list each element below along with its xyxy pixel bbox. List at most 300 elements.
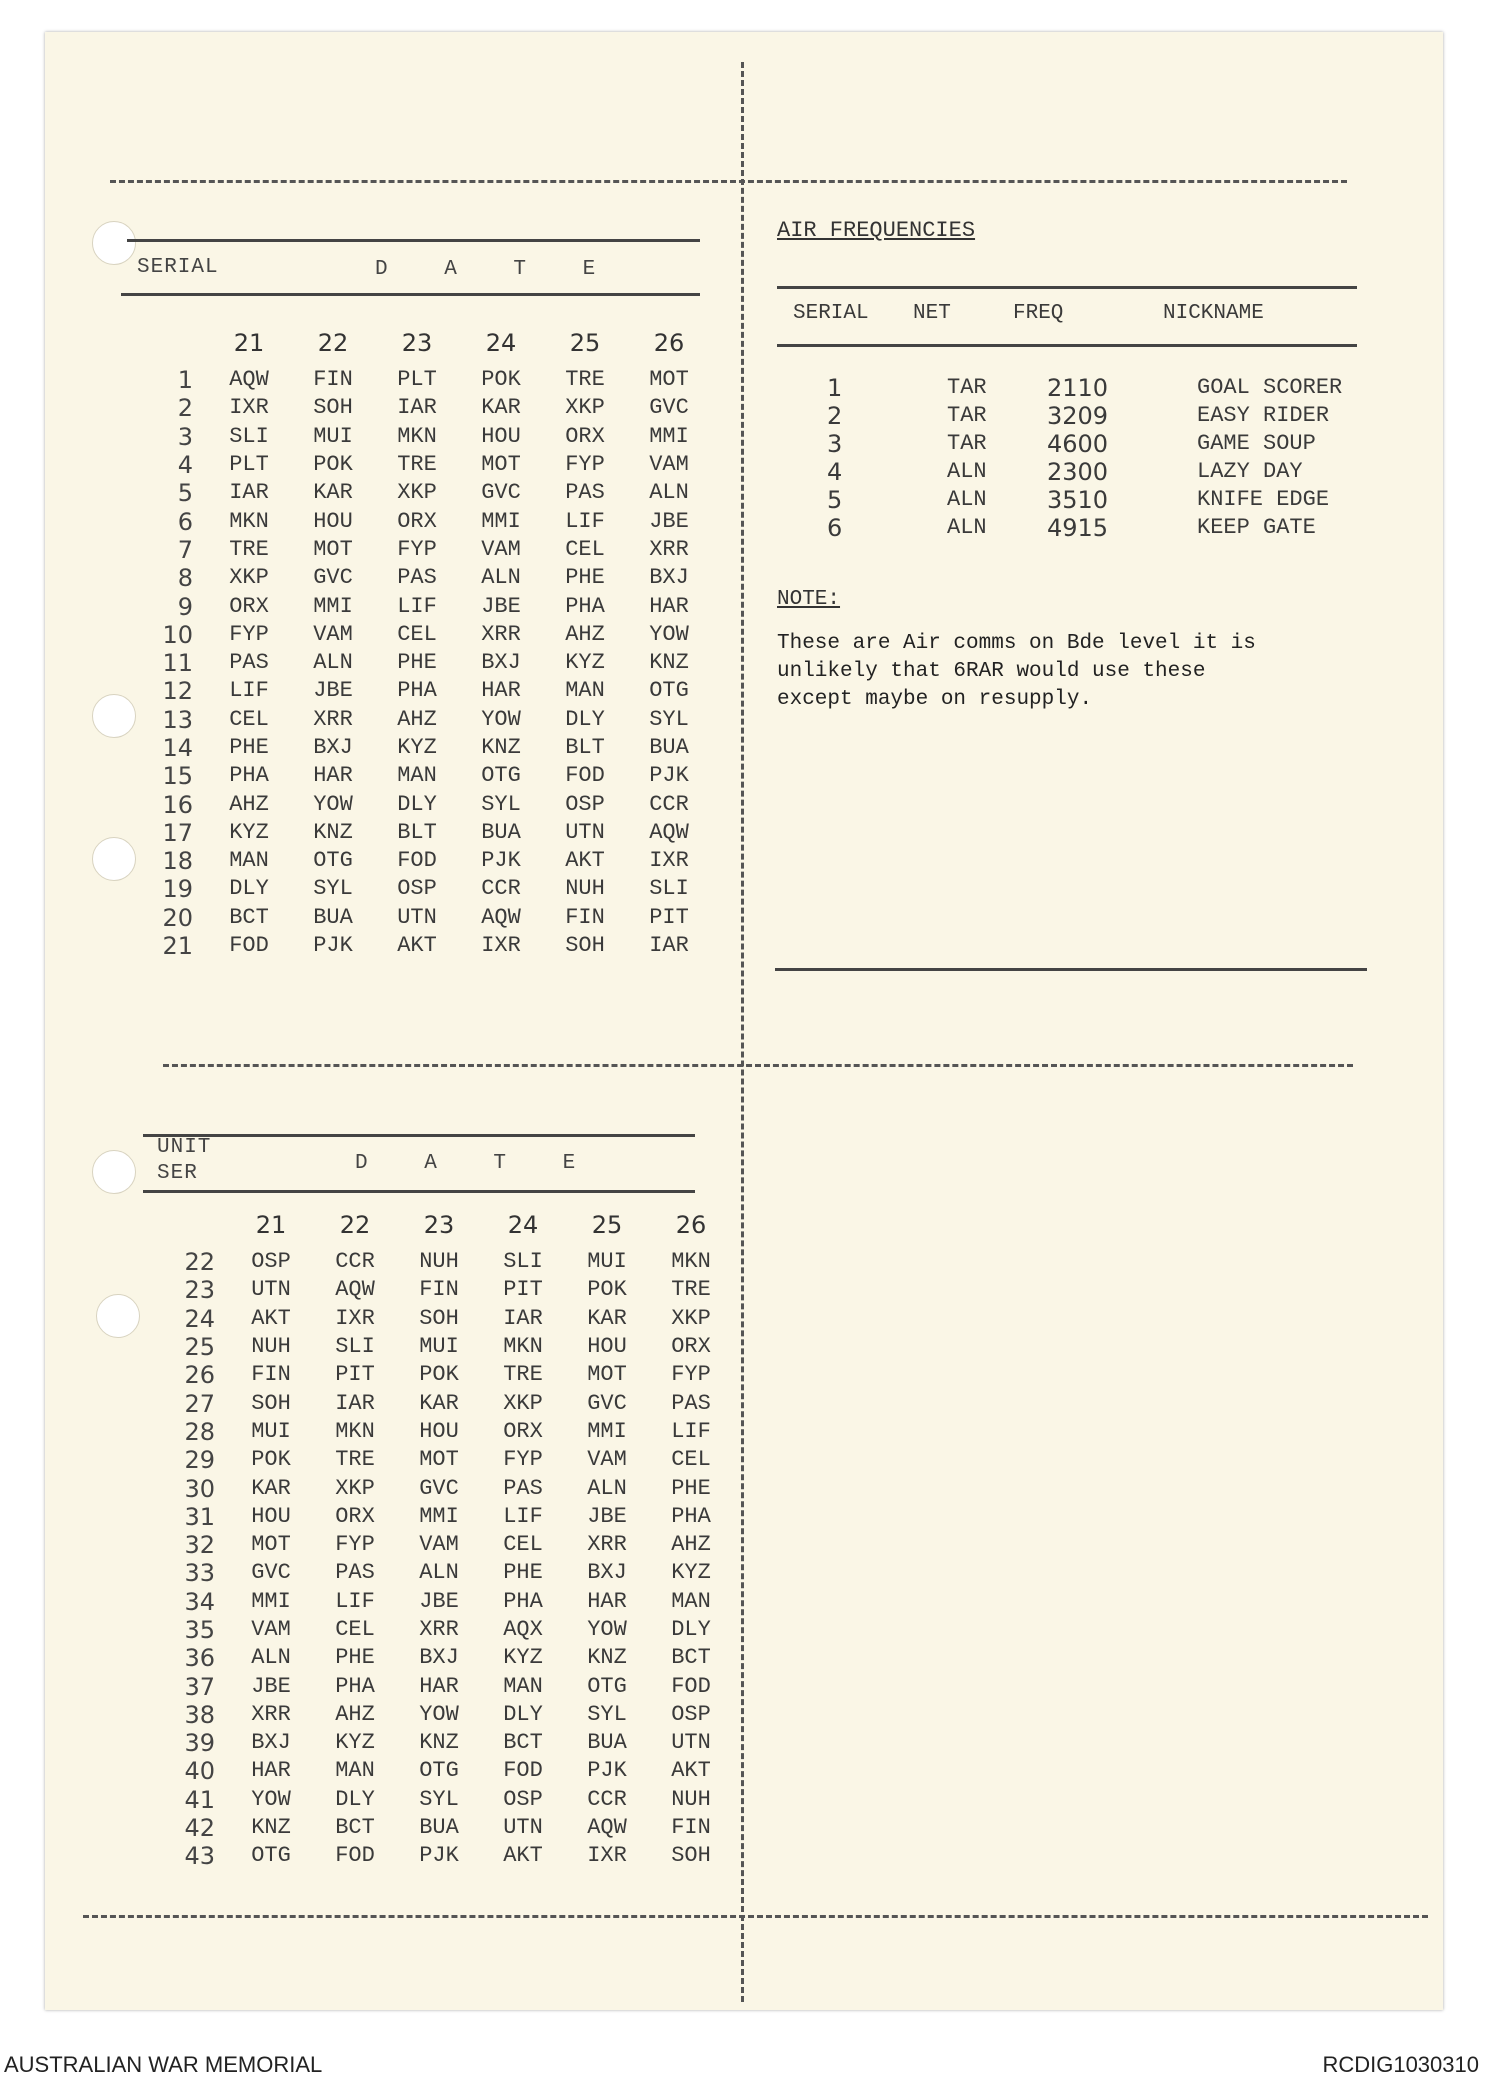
code-cell: BXJ	[419, 1645, 459, 1671]
code-cell: PIT	[335, 1362, 375, 1388]
code-cell: HAR	[419, 1673, 459, 1699]
air-frequency-row	[777, 402, 1357, 430]
code-cell: HAR	[649, 593, 689, 619]
ser-header: SER	[157, 1162, 198, 1185]
code-cell: YOW	[313, 791, 353, 817]
code-cell: KYZ	[503, 1645, 543, 1671]
code-cell: UTN	[671, 1730, 711, 1756]
serial-number: 41	[184, 1785, 215, 1814]
code-cell: XKP	[229, 565, 269, 591]
air-section-end-rule	[775, 968, 1367, 971]
table-row	[155, 1418, 733, 1446]
air-freq: 2300	[1047, 458, 1109, 486]
serial-number: 5	[177, 479, 193, 508]
code-cell: DLY	[503, 1701, 543, 1727]
code-cell: HAR	[481, 678, 521, 704]
code-cell: KAR	[481, 395, 521, 421]
table-row	[155, 1361, 733, 1389]
footer-right-id: RCDIG1030310	[1322, 2052, 1479, 2077]
code-cell: ORX	[503, 1418, 543, 1444]
code-cell: FIN	[313, 367, 353, 393]
code-cell: SLI	[649, 876, 689, 902]
table-row	[155, 1333, 733, 1361]
air-freq: 3209	[1047, 402, 1109, 430]
punch-hole	[92, 1150, 136, 1194]
air-table-rule	[777, 344, 1357, 347]
code-cell: KNZ	[587, 1645, 627, 1671]
code-cell: AHZ	[229, 791, 269, 817]
top-table-rule	[121, 293, 700, 296]
code-cell: ALN	[313, 650, 353, 676]
air-serial: 1	[827, 374, 843, 402]
serial-number: 16	[162, 790, 193, 819]
table-row	[133, 507, 711, 535]
code-cell: PHE	[565, 565, 605, 591]
code-cell: FYP	[671, 1362, 711, 1388]
code-cell: VAM	[419, 1532, 459, 1558]
table-row	[133, 932, 711, 960]
code-cell: AQX	[503, 1617, 543, 1642]
code-cell: POK	[419, 1362, 459, 1388]
code-cell: PHE	[335, 1645, 375, 1671]
code-cell: YOW	[587, 1617, 627, 1642]
code-cell: CEL	[671, 1447, 711, 1473]
serial-number: 8	[177, 564, 193, 593]
code-cell: IAR	[229, 480, 269, 506]
serial-number: 24	[184, 1304, 215, 1333]
punch-hole	[92, 837, 136, 881]
code-cell: GVC	[313, 565, 353, 591]
code-cell: YOW	[649, 621, 689, 647]
table-row	[133, 904, 711, 932]
code-cell: NUH	[251, 1334, 291, 1360]
code-cell: CCR	[335, 1249, 375, 1275]
middle-divider	[163, 1064, 1353, 1067]
top-table-rule	[127, 239, 700, 242]
table-row	[133, 847, 711, 875]
date-column-header: 24	[485, 329, 517, 357]
code-cell: IXR	[587, 1843, 627, 1869]
code-cell: POK	[587, 1277, 627, 1303]
table-row	[133, 819, 711, 847]
table-row	[133, 564, 711, 592]
code-cell: AKT	[565, 848, 605, 874]
code-cell: IAR	[397, 395, 437, 421]
code-cell: GVC	[419, 1475, 459, 1501]
serial-number: 40	[184, 1757, 215, 1786]
serial-number: 1	[177, 366, 193, 395]
serial-number: 35	[184, 1616, 215, 1644]
code-cell: LIF	[335, 1588, 375, 1614]
code-cell: MMI	[587, 1418, 627, 1444]
table-row	[133, 536, 711, 564]
code-cell: ALN	[649, 480, 689, 506]
date-column-header: 21	[233, 329, 265, 357]
date-column-header: 23	[423, 1211, 455, 1239]
code-cell: GVC	[481, 480, 521, 506]
code-cell: AQW	[229, 367, 269, 393]
table-row	[155, 1701, 733, 1729]
note-text	[777, 630, 1256, 714]
code-cell: BCT	[671, 1645, 711, 1671]
table-row	[133, 734, 711, 762]
code-cell: MMI	[481, 508, 521, 534]
code-cell: IXR	[649, 848, 689, 874]
code-cell: UTN	[565, 819, 605, 845]
code-cell: SLI	[335, 1334, 375, 1360]
code-cell: MOT	[313, 536, 353, 562]
code-cell: XRR	[481, 621, 521, 647]
code-cell: MUI	[419, 1334, 459, 1360]
table-row	[133, 706, 711, 734]
code-cell: SOH	[419, 1305, 459, 1331]
table-row	[155, 1757, 733, 1785]
bottom-code-table	[155, 1202, 733, 1871]
table-row	[133, 479, 711, 507]
table-row	[155, 1842, 733, 1870]
table-row	[133, 394, 711, 422]
air-frequency-row	[777, 430, 1357, 458]
code-cell: XKP	[397, 480, 437, 506]
code-cell: SOH	[251, 1390, 291, 1416]
code-cell: SOH	[671, 1843, 711, 1869]
serial-number: 15	[162, 762, 193, 791]
code-cell: BXJ	[251, 1730, 291, 1756]
code-cell: FYP	[229, 621, 269, 647]
code-cell: KYZ	[335, 1730, 375, 1756]
code-cell: HOU	[587, 1334, 627, 1360]
code-cell: FOD	[671, 1673, 711, 1699]
code-cell: VAM	[587, 1447, 627, 1473]
code-cell: CEL	[397, 621, 437, 647]
code-cell: ALN	[251, 1645, 291, 1671]
serial-number: 27	[184, 1389, 215, 1418]
code-cell: OSP	[565, 791, 605, 817]
code-cell: PHA	[397, 678, 437, 704]
code-cell: BCT	[335, 1815, 375, 1841]
code-cell: PAS	[671, 1390, 711, 1416]
serial-number: 21	[162, 932, 193, 961]
bottom-date-row	[155, 1202, 733, 1248]
code-cell: XKP	[335, 1475, 375, 1501]
code-cell: OSP	[503, 1786, 543, 1812]
code-cell: IAR	[649, 933, 689, 959]
code-cell: OTG	[649, 678, 689, 704]
code-cell: MOT	[419, 1447, 459, 1473]
air-freq: 2110	[1047, 374, 1109, 402]
code-cell: IXR	[481, 933, 521, 959]
air-nickname: KNIFE EDGE	[1197, 487, 1330, 512]
serial-number: 7	[177, 535, 193, 564]
code-cell: AHZ	[565, 621, 605, 647]
air-freq-header: FREQ	[1013, 302, 1064, 325]
code-cell: PHA	[229, 763, 269, 789]
table-row	[155, 1814, 733, 1842]
serial-number: 10	[162, 620, 193, 649]
code-cell: SYL	[313, 876, 353, 902]
code-cell: SLI	[229, 423, 269, 449]
top-date-row	[133, 320, 711, 366]
code-cell: OSP	[397, 876, 437, 902]
serial-number: 13	[162, 705, 193, 734]
code-cell: GVC	[587, 1390, 627, 1416]
code-cell: BUA	[587, 1730, 627, 1756]
code-cell: VAM	[313, 621, 353, 647]
code-cell: PJK	[587, 1758, 627, 1784]
code-cell: MAN	[229, 848, 269, 874]
code-cell: UTN	[503, 1815, 543, 1841]
code-cell: ORX	[397, 508, 437, 534]
code-cell: KNZ	[481, 735, 521, 760]
code-cell: TRE	[565, 367, 605, 393]
serial-number: 18	[162, 847, 193, 876]
punch-hole	[92, 221, 136, 265]
code-cell: YOW	[251, 1786, 291, 1812]
code-cell: BLT	[397, 819, 437, 845]
air-serial: 4	[827, 458, 843, 486]
code-cell: FOD	[229, 933, 269, 959]
table-row	[133, 649, 711, 677]
air-serial: 6	[827, 514, 843, 542]
serial-number: 20	[162, 903, 193, 932]
code-cell: LIF	[671, 1418, 711, 1444]
air-nickname: GAME SOUP	[1197, 431, 1316, 456]
code-cell: PHE	[671, 1475, 711, 1501]
code-cell: IXR	[335, 1305, 375, 1331]
code-cell: PAS	[565, 480, 605, 506]
code-cell: FIN	[251, 1362, 291, 1388]
code-cell: XRR	[251, 1701, 291, 1727]
code-cell: IXR	[229, 395, 269, 421]
code-cell: JBE	[313, 678, 353, 704]
code-cell: PHA	[335, 1673, 375, 1699]
code-cell: PLT	[397, 367, 437, 393]
serial-number: 26	[184, 1361, 215, 1390]
code-cell: BUA	[481, 819, 521, 845]
code-cell: PAS	[503, 1475, 543, 1501]
code-cell: MUI	[251, 1418, 291, 1444]
air-net: TAR	[947, 431, 987, 456]
code-cell: PAS	[335, 1560, 375, 1586]
top-date-header: D A T E	[375, 258, 618, 281]
date-column-header: 23	[401, 329, 433, 357]
table-row	[155, 1672, 733, 1700]
code-cell: HOU	[419, 1418, 459, 1444]
code-cell: SYL	[481, 791, 521, 817]
code-cell: MKN	[503, 1334, 543, 1360]
serial-number: 43	[184, 1842, 215, 1871]
serial-number: 6	[177, 507, 193, 536]
code-cell: LIF	[565, 508, 605, 534]
code-cell: BXJ	[481, 650, 521, 676]
code-cell: DLY	[565, 706, 605, 732]
air-freq: 3510	[1047, 486, 1109, 514]
serial-number: 33	[184, 1559, 215, 1588]
code-cell: MKN	[335, 1418, 375, 1444]
code-cell: ORX	[229, 593, 269, 619]
code-cell: TRE	[503, 1362, 543, 1388]
code-cell: CCR	[649, 791, 689, 817]
code-cell: ALN	[587, 1475, 627, 1501]
note-label: NOTE:	[777, 588, 841, 611]
table-row	[155, 1616, 733, 1644]
code-cell: GVC	[649, 395, 689, 421]
code-cell: MAN	[503, 1673, 543, 1699]
air-serial: 2	[827, 402, 843, 430]
code-cell: KNZ	[419, 1730, 459, 1756]
air-table-header-row	[777, 300, 1357, 328]
code-cell: GVC	[251, 1560, 291, 1586]
code-cell: KNZ	[251, 1815, 291, 1841]
code-cell: DLY	[671, 1617, 711, 1642]
code-cell: ORX	[671, 1334, 711, 1360]
code-cell: SOH	[313, 395, 353, 421]
table-row	[133, 592, 711, 620]
air-serial-header: SERIAL	[793, 302, 869, 325]
air-frequencies-rows	[777, 374, 1357, 542]
air-net: ALN	[947, 487, 987, 512]
serial-number: 14	[162, 734, 193, 762]
date-column-header: 22	[317, 329, 349, 357]
table-row	[155, 1786, 733, 1814]
date-column-header: 24	[507, 1211, 539, 1239]
table-row	[133, 677, 711, 705]
top-serial-header: SERIAL	[137, 256, 219, 279]
code-cell: KAR	[419, 1390, 459, 1416]
table-row	[133, 621, 711, 649]
footer-left-credit: AUSTRALIAN WAR MEMORIAL	[4, 2052, 323, 2077]
code-cell: FOD	[565, 763, 605, 789]
air-freq: 4915	[1047, 514, 1109, 542]
date-column-header: 22	[339, 1211, 371, 1239]
code-cell: XRR	[313, 706, 353, 732]
air-net: ALN	[947, 459, 987, 484]
code-cell: PAS	[397, 565, 437, 591]
date-column-header: 26	[653, 329, 685, 357]
code-cell: PJK	[419, 1843, 459, 1869]
code-cell: DLY	[229, 876, 269, 902]
code-cell: KNZ	[313, 819, 353, 845]
table-row	[133, 423, 711, 451]
air-net: ALN	[947, 515, 987, 540]
code-cell: MAN	[397, 763, 437, 789]
code-cell: BUA	[649, 735, 689, 760]
air-nickname: GOAL SCORER	[1197, 375, 1343, 400]
code-cell: HOU	[313, 508, 353, 534]
serial-number: 23	[184, 1276, 215, 1305]
table-row	[133, 451, 711, 479]
air-frequency-row	[777, 514, 1357, 542]
serial-number: 3	[177, 422, 193, 451]
code-cell: MMI	[313, 593, 353, 619]
serial-number: 34	[184, 1587, 215, 1616]
code-cell: BUA	[313, 904, 353, 930]
air-serial: 5	[827, 486, 843, 514]
code-cell: PHA	[565, 593, 605, 619]
table-row	[155, 1474, 733, 1502]
bottom-table-rule	[143, 1190, 695, 1193]
code-cell: KYZ	[671, 1560, 711, 1586]
code-cell: PHE	[397, 650, 437, 676]
code-cell: KYZ	[229, 819, 269, 845]
code-cell: AHZ	[335, 1701, 375, 1727]
code-cell: LIF	[229, 678, 269, 704]
table-row	[155, 1729, 733, 1757]
code-cell: XRR	[649, 536, 689, 562]
code-cell: JBE	[649, 508, 689, 534]
code-cell: XKP	[671, 1305, 711, 1331]
code-cell: SYL	[649, 706, 689, 732]
code-cell: AKT	[503, 1843, 543, 1869]
code-cell: NUH	[565, 876, 605, 902]
unit-header: UNIT	[157, 1136, 212, 1159]
code-cell: FIN	[565, 904, 605, 930]
code-cell: AQW	[335, 1277, 375, 1303]
air-net: TAR	[947, 375, 987, 400]
date-column-header: 21	[255, 1211, 287, 1239]
table-row	[155, 1248, 733, 1276]
code-cell: CEL	[565, 536, 605, 562]
code-cell: MUI	[313, 423, 353, 449]
note-line: unlikely that 6RAR would use these	[777, 660, 1206, 683]
note-line: except maybe on resupply.	[777, 688, 1093, 711]
code-cell: FOD	[503, 1758, 543, 1784]
air-frequencies-title: AIR FREQUENCIES	[777, 218, 976, 243]
table-row	[155, 1305, 733, 1333]
serial-number: 12	[162, 677, 193, 706]
top-divider	[110, 180, 1347, 183]
serial-number: 28	[184, 1417, 215, 1446]
code-cell: BXJ	[587, 1560, 627, 1586]
serial-number: 11	[162, 649, 193, 678]
code-cell: BCT	[229, 904, 269, 930]
punch-hole	[96, 1294, 140, 1338]
code-cell: NUH	[671, 1786, 711, 1812]
serial-number: 31	[184, 1502, 215, 1531]
code-cell: XRR	[587, 1532, 627, 1558]
code-cell: UTN	[397, 904, 437, 930]
code-cell: HAR	[587, 1588, 627, 1614]
serial-number: 39	[184, 1729, 215, 1758]
code-cell: DLY	[397, 791, 437, 817]
code-cell: HOU	[251, 1503, 291, 1529]
code-cell: ALN	[481, 565, 521, 591]
table-row	[155, 1446, 733, 1474]
bottom-table-rule	[143, 1134, 695, 1137]
code-cell: IAR	[335, 1390, 375, 1416]
code-cell: MOT	[649, 367, 689, 393]
code-cell: CCR	[587, 1786, 627, 1812]
code-cell: HOU	[481, 423, 521, 449]
air-net: TAR	[947, 403, 987, 428]
code-cell: XRR	[419, 1617, 459, 1642]
code-cell: AKT	[671, 1758, 711, 1784]
table-row	[155, 1644, 733, 1672]
code-cell: VAM	[649, 452, 689, 478]
code-cell: PLT	[229, 452, 269, 478]
table-row	[155, 1389, 733, 1417]
code-cell: AKT	[397, 933, 437, 959]
serial-number: 2	[177, 394, 193, 423]
code-cell: CCR	[481, 876, 521, 902]
code-cell: YOW	[481, 706, 521, 732]
code-cell: MUI	[587, 1249, 627, 1275]
code-cell: AKT	[251, 1305, 291, 1331]
code-cell: BLT	[565, 735, 605, 760]
code-cell: SYL	[419, 1786, 459, 1812]
code-cell: LIF	[503, 1503, 543, 1529]
code-cell: XKP	[503, 1390, 543, 1416]
